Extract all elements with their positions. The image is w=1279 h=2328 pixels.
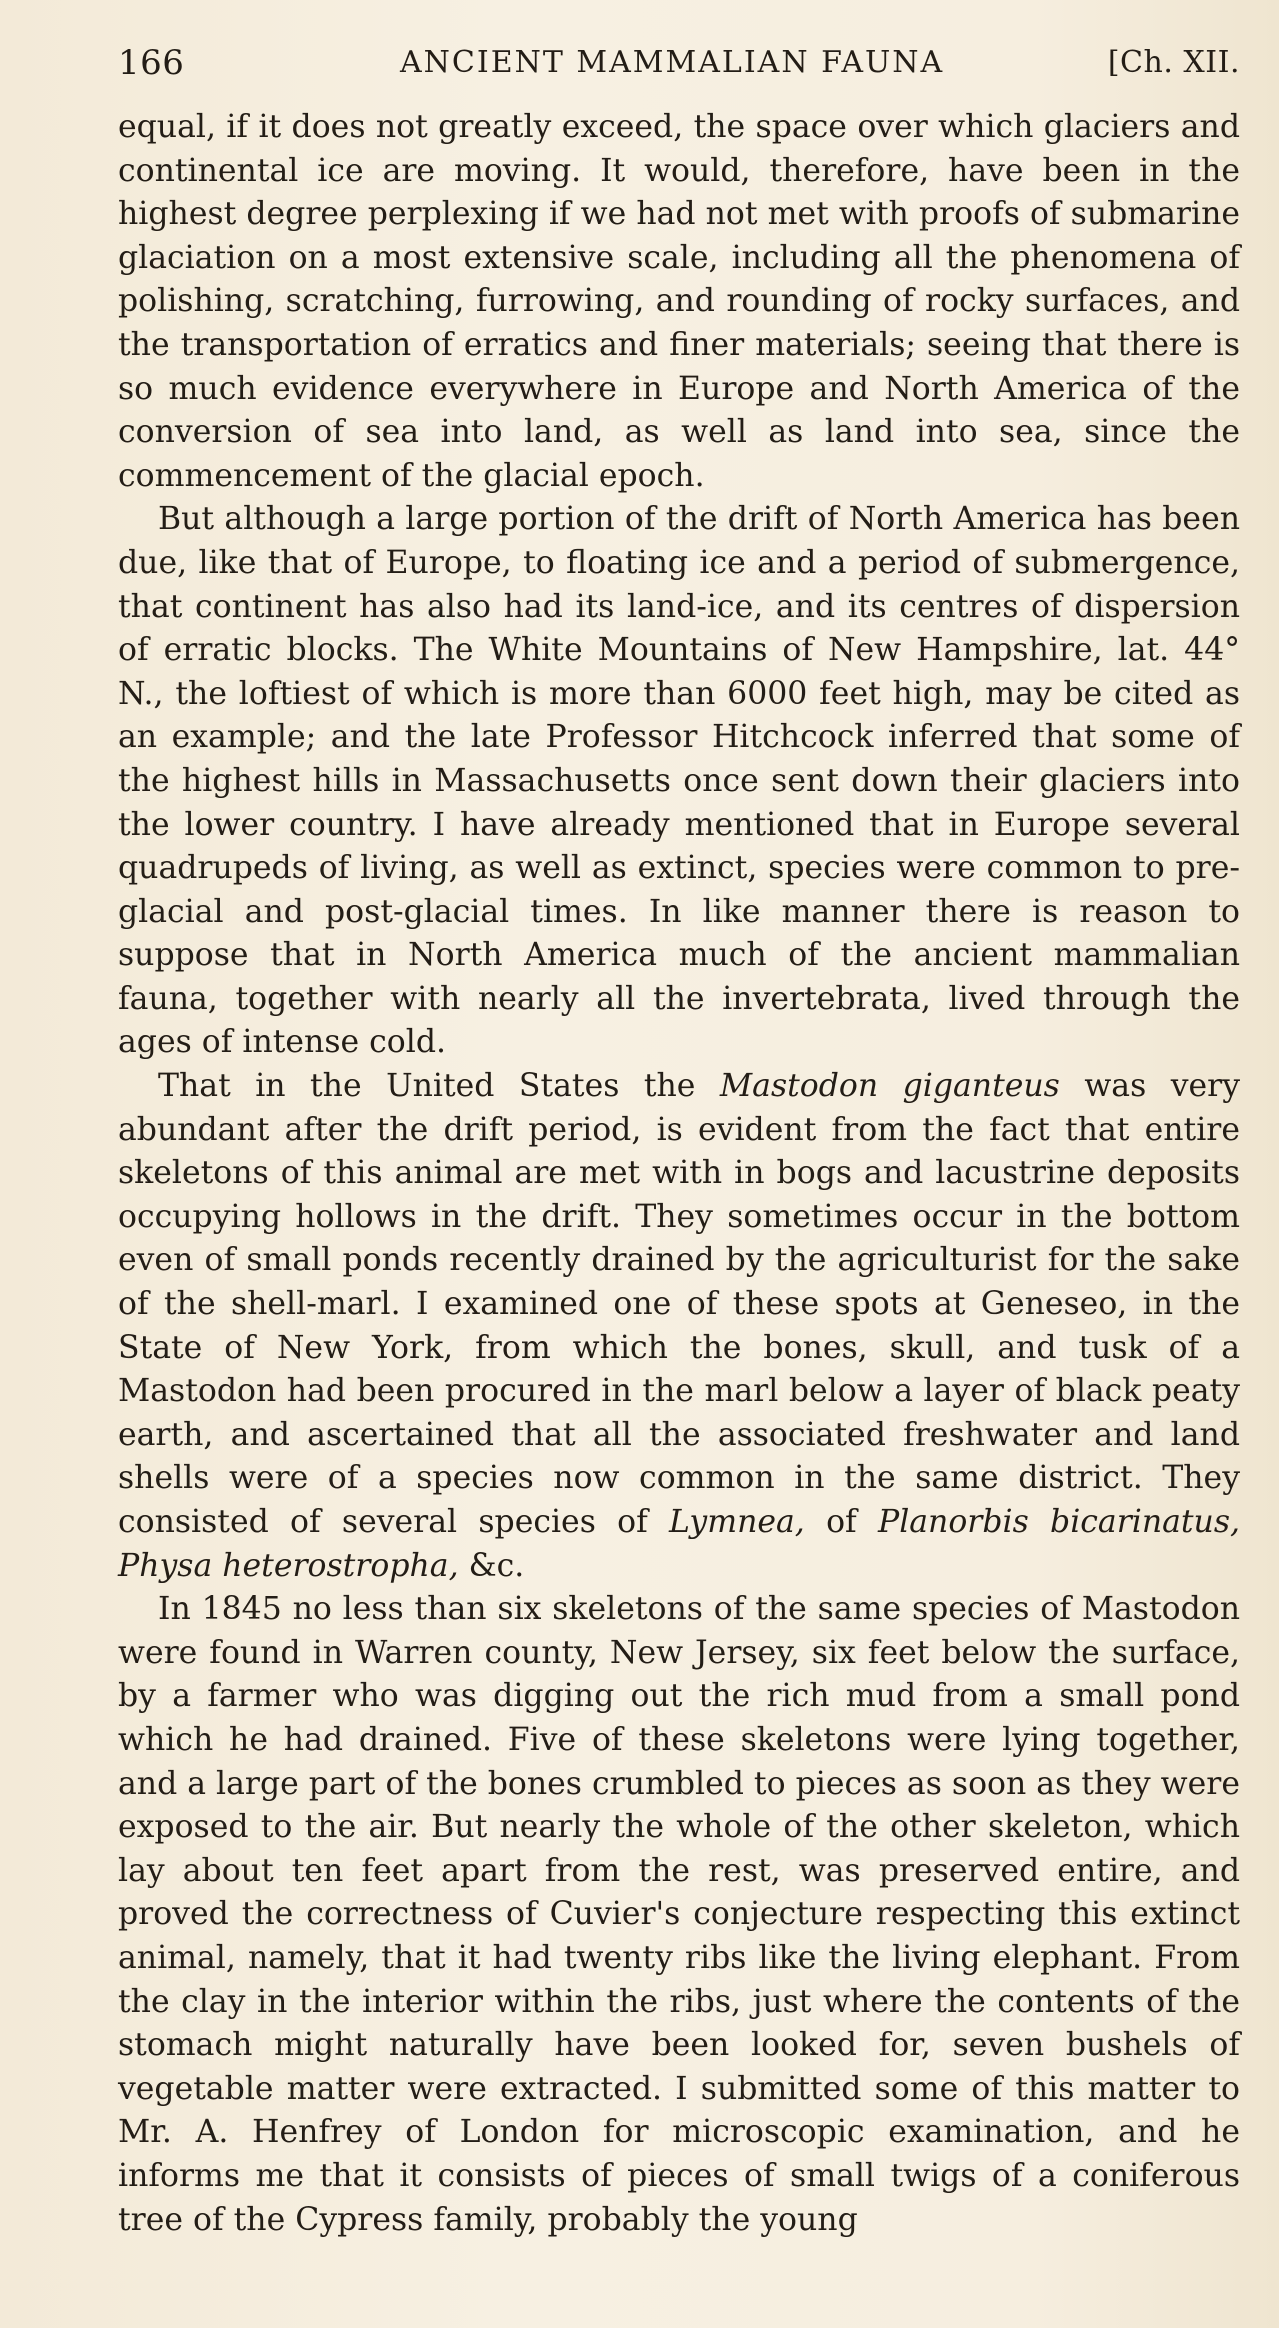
page-number: 166	[118, 43, 185, 83]
paragraph-text-segment: &c.	[468, 1547, 525, 1584]
paragraph-north-america-drift: But although a large portion of the drift of North America has been due, like that of Europe, to floating ice and a period of submergence, that continent has also had its land-ice, and its centres of dispersion of erratic blocks. The White Mountains of New Hampshire, lat. 44° N., the loftiest of which is more than 6000 feet high, may be cited as an example; and the late Professor Hitchcock inferred that some of the highest hills in Massachusetts once sent down their glaciers into the lower country. I have already mentioned that in Europe several quadrupeds of living, as well as extinct, species were common to pre-glacial and post-glacial times. In like manner there is reason to suppose that in North America much of the ancient mammalian fauna, together with nearly all the invertebrata, lived through the ages of intense cold.	[118, 501, 1240, 1061]
species-name-lymnea: Lymnea,	[669, 1504, 805, 1540]
paragraph-text-segment: of	[826, 1504, 857, 1540]
paragraph-text-segment: was very abundant after the drift period, is evident from the fact that entire skeletons of this animal are met with in bogs and lacustrine deposits occupying hollows in the drift. They sometimes occur in the bottom even of small ponds recently drained by the agriculturist for the sake of the shell-marl. I examined one of these spots at Geneseo, in the State of New York, from which the bones, skull, and tusk of a Mastodon had been procured in the marl below a layer of black peaty earth, and ascertained that all the associated freshwater and land shells were of a species now common in the same district. They consisted of several species of	[118, 1068, 1240, 1540]
paragraph-mastodon-giganteus	[118, 1065, 1240, 1588]
body-text	[118, 106, 1240, 2242]
chapter-reference: [Ch. XII.	[1107, 45, 1240, 80]
paragraph-glaciation: equal, if it does not greatly exceed, the space over which glaciers and continental ice are moving. It would, therefore, have been in the highest degree perplexing if we had not met with proofs of submarine glaciation on a most extensive scale, including all the phenomena of polishing, scratching, furrowing, and rounding of rocky surfaces, and the transportation of erratics and finer materials; seeing that there is so much evidence everywhere in Europe and North America of the conversion of sea into land, as well as land into sea, since the commencement of the glacial epoch.	[118, 109, 1240, 494]
paragraph-text-segment: That in the United States the	[158, 1068, 696, 1105]
running-title: ANCIENT MAMMALIAN FAUNA	[400, 45, 945, 80]
paragraph-warren-county: In 1845 no less than six skeletons of the same species of Mastodon were found in Warren county, New Jersey, six feet below the surface, by a farmer who was digging out the rich mud from a small pond which he had drained. Five of these skeletons were lying together, and a large part of the bones crumbled to pieces as soon as they were exposed to the air. But nearly the whole of the other skeleton, which lay about ten feet apart from the rest, was preserved entire, and proved the correctness of Cuvier's conjecture respecting this extinct animal, namely, that it had twenty ribs like the living elephant. From the clay in the interior within the ribs, just where the contents of the stomach might naturally have been looked for, seven bushels of vegetable matter were extracted. I submitted some of this matter to Mr. A. Henfrey of London for microscopic examination, and he informs me that it consists of pieces of small twigs of a coniferous tree of the Cypress family, probably the young	[118, 1591, 1240, 2238]
species-name-planorbis-physa: Planorbis bicarinatus, Physa heterostropha,	[118, 1504, 1241, 1584]
running-head	[118, 38, 1240, 88]
species-name-mastodon: Mastodon giganteus	[719, 1068, 1060, 1105]
